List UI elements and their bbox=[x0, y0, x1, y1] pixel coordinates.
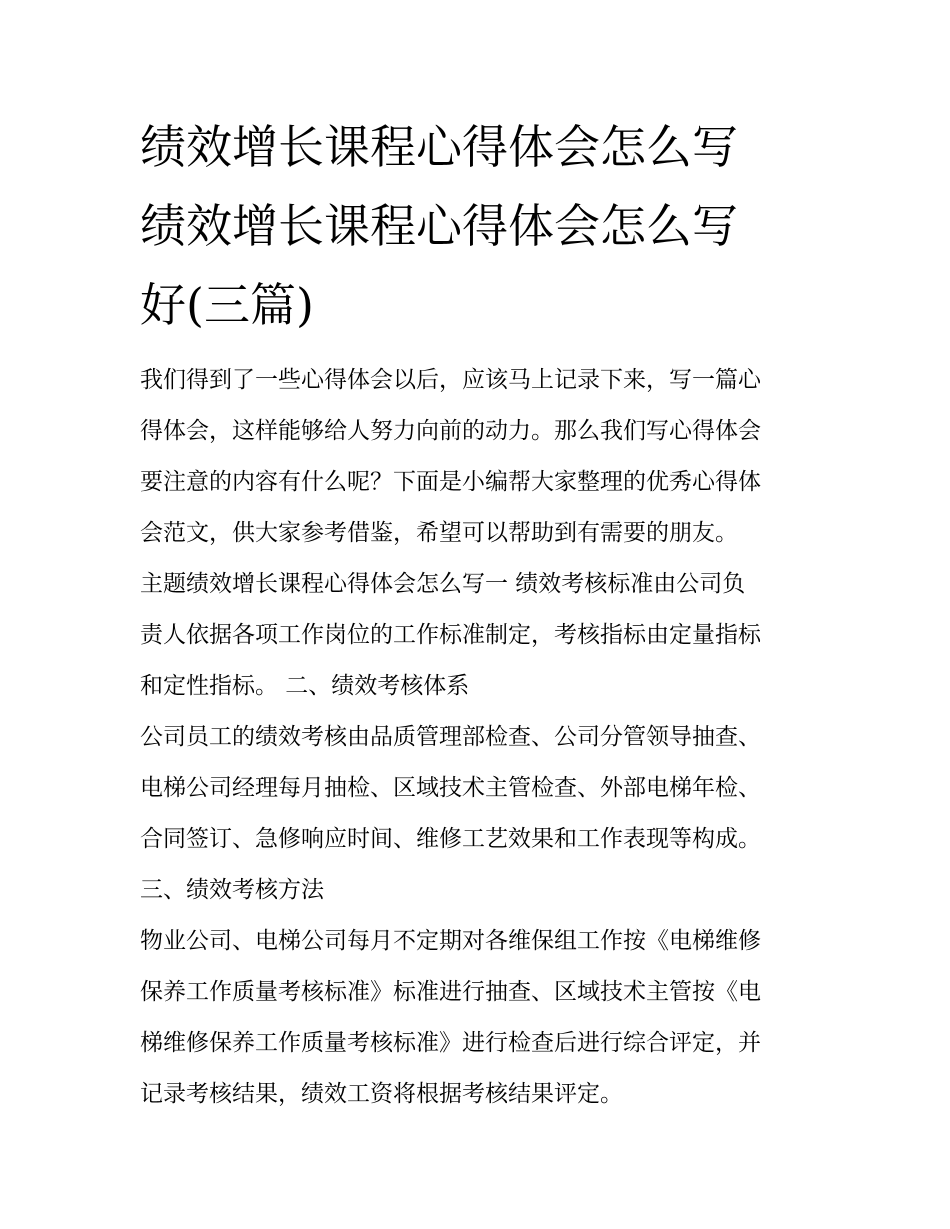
intro-paragraph-line: 得体会，这样能够给人努力向前的动力。那么我们写心得体会 bbox=[140, 418, 761, 444]
section-one-line: 责人依据各项工作岗位的工作标准制定，考核指标由定量指标 bbox=[140, 622, 761, 648]
section-three-line: 物业公司、电梯公司每月不定期对各维保组工作按《电梯维修 bbox=[140, 928, 761, 954]
title-line: 绩效增长课程心得体会怎么写 bbox=[140, 199, 738, 253]
section-three-heading: 三、绩效考核方法 bbox=[140, 877, 324, 903]
document-title bbox=[140, 108, 820, 345]
title-line: 绩效增长课程心得体会怎么写 bbox=[140, 120, 738, 174]
intro-paragraph-line: 要注意的内容有什么呢？下面是小编帮大家整理的优秀心得体 bbox=[140, 469, 761, 495]
section-three-line: 记录考核结果，绩效工资将根据考核结果评定。 bbox=[140, 1081, 623, 1107]
intro-paragraph-line: 会范文，供大家参考借鉴，希望可以帮助到有需要的朋友。 bbox=[140, 520, 738, 546]
title-line: 好(三篇) bbox=[140, 278, 314, 332]
section-two-line: 公司员工的绩效考核由品质管理部检查、公司分管领导抽查、 bbox=[140, 724, 761, 750]
document-body bbox=[140, 355, 820, 1120]
section-one-line: 和定性指标。 二、绩效考核体系 bbox=[140, 673, 470, 699]
section-two-line: 合同签订、急修响应时间、维修工艺效果和工作表现等构成。 bbox=[140, 826, 761, 852]
document-page bbox=[140, 108, 820, 1120]
section-two-line: 电梯公司经理每月抽检、区域技术主管检查、外部电梯年检、 bbox=[140, 775, 761, 801]
section-three-line: 保养工作质量考核标准》标准进行抽查、区域技术主管按《电 bbox=[140, 979, 761, 1005]
section-one-line: 主题绩效增长课程心得体会怎么写一 绩效考核标准由公司负 bbox=[140, 571, 746, 597]
intro-paragraph-line: 我们得到了一些心得体会以后，应该马上记录下来，写一篇心 bbox=[140, 367, 761, 393]
section-three-line: 梯维修保养工作质量考核标准》进行检查后进行综合评定，并 bbox=[140, 1030, 761, 1056]
